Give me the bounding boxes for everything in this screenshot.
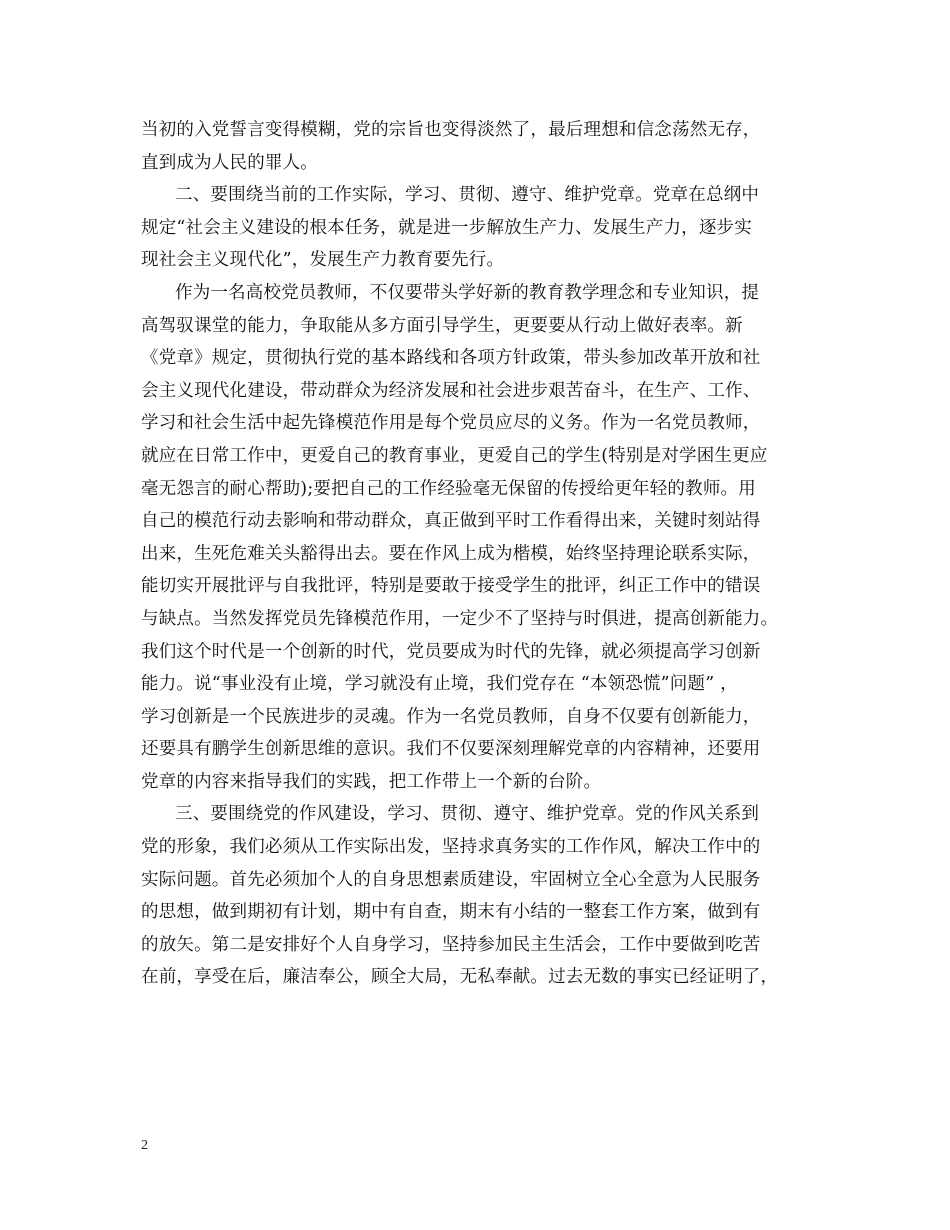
text-line: 学习创新是一个民族进步的灵魂。作为一名党员教师，自身不仅要有创新能力，	[141, 706, 761, 727]
text-line: 党的形象，我们必须从工作实际出发，坚持求真务实的工作作风，解决工作中的	[141, 837, 761, 858]
text-line: 现社会主义现代化”，发展生产力教育要先行。	[141, 250, 505, 271]
text-line: 自己的模范行动去影响和带动群众，真正做到平时工作看得出来，关键时刻站得	[141, 511, 761, 532]
text-line: 与缺点。当然发挥党员先锋模范作用，一定少不了坚持与时俱进，提高创新能力。	[141, 608, 779, 629]
text-line: 当初的入党誓言变得模糊，党的宗旨也变得淡然了，最后理想和信念荡然无存，	[141, 120, 761, 140]
text-line: 出来，生死危难关头豁得出去。要在作风上成为楷模，始终坚持理论联系实际，	[141, 543, 761, 564]
text-line: 毫无怨言的耐心帮助);要把自己的工作经验毫无保留的传授给更年轻的教师。用	[141, 478, 756, 499]
text-line: 党章的内容来指导我们的实践，把工作带上一个新的台阶。	[141, 771, 602, 792]
text-line: 我们这个时代是一个创新的时代，党员要成为时代的先锋，就必须提高学习创新	[141, 641, 761, 662]
text-line: 直到成为人民的罪人。	[141, 152, 318, 173]
document-body	[141, 114, 821, 994]
text-line: 能力。说“事业没有止境，学习就没有止境，我们党存在 “本领恐慌”问题” ，	[141, 674, 738, 695]
text-line: 二、要围绕当前的工作实际，学习、贯彻、遵守、维护党章。党章在总纲中	[175, 185, 760, 206]
text-line: 规定“社会主义建设的根本任务，就是进一步解放生产力、发展生产力，逐步实	[141, 217, 752, 238]
text-line: 能切实开展批评与自我批评，特别是要敢于接受学生的批评，纠正工作中的错误	[141, 576, 761, 597]
text-line: 三、要围绕党的作风建设，学习、贯彻、遵守、维护党章。党的作风关系到	[175, 804, 760, 825]
text-line: 的思想，做到期初有计划，期中有自查，期末有小结的一整套工作方案，做到有	[141, 902, 761, 923]
text-line: 《党章》规定，贯彻执行党的基本路线和各项方针政策，带头参加改革开放和社	[141, 348, 761, 369]
text-line: 会主义现代化建设，带动群众为经济发展和社会进步艰苦奋斗，在生产、工作、	[141, 380, 761, 401]
text-line: 的放矢。第二是安排好个人自身学习，坚持参加民主生活会，工作中要做到吃苦	[141, 934, 761, 955]
text-line: 作为一名高校党员教师，不仅要带头学好新的教育教学理念和专业知识，提	[175, 282, 760, 303]
text-line: 在前，享受在后，廉洁奉公，顾全大局，无私奉献。过去无数的事实已经证明了，	[141, 967, 779, 988]
text-line: 就应在日常工作中，更爱自己的教育事业，更爱自己的学生(特别是对学困生更应	[141, 445, 768, 466]
text-line: 还要具有鹏学生创新思维的意识。我们不仅要深刻理解党章的内容精神，还要用	[141, 739, 761, 760]
page-number: 2	[141, 1138, 148, 1153]
text-line: 学习和社会生活中起先锋模范作用是每个党员应尽的义务。作为一名党员教师，	[141, 413, 761, 434]
text-line: 高驾驭课堂的能力，争取能从多方面引导学生，更要要从行动上做好表率。新	[141, 315, 743, 336]
text-line: 实际问题。首先必须加个人的自身思想素质建设，牢固树立全心全意为人民服务	[141, 869, 761, 890]
